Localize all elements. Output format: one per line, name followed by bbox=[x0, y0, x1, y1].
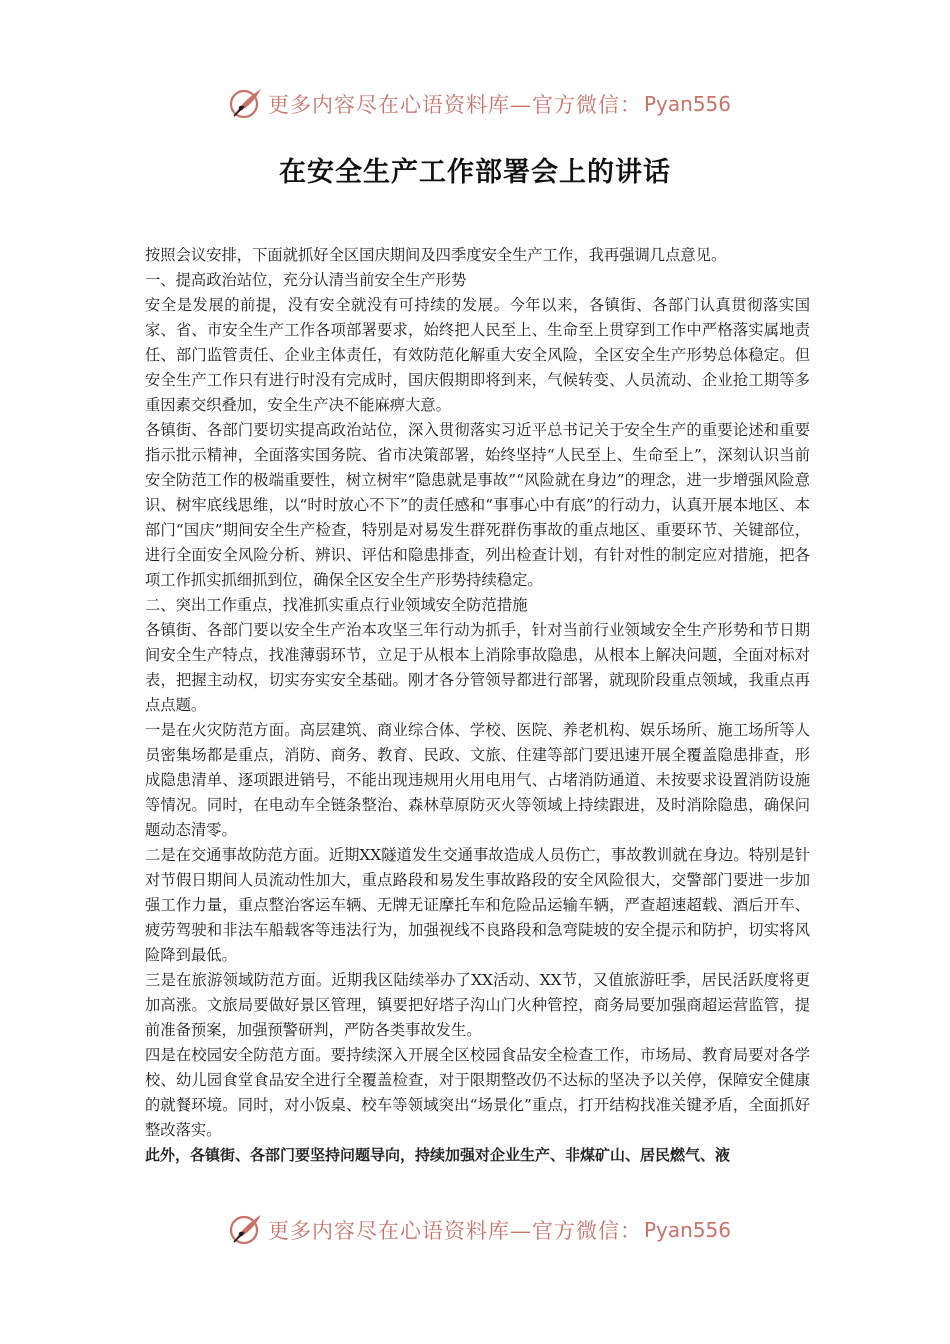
paragraph: 四是在校园安全防范方面。要持续深入开展全区校园食品安全检查工作，市场局、教育局要对各学校、幼儿园食堂食品安全进行全覆盖检查，对于限期整改仍不达标的坚决予以关停，保障安全健康的就餐环境。同时，对小饭桌、校车等领域突出“场景化”重点，打开结构找准关键矛盾，全面抓好整改落实。 bbox=[145, 1046, 810, 1139]
footer-banner bbox=[0, 1210, 950, 1250]
banner-wechat-id: Pyan556 bbox=[644, 92, 732, 116]
header-banner bbox=[0, 84, 950, 124]
paragraph: 三是在旅游领域防范方面。近期我区陆续举办了XX活动、XX节，又值旅游旺季，居民活跃度将更加高涨。文旅局要做好景区管理，镇要把好塔子沟山门火种管控，商务局要加强商超运营监管，提前准备预案，加强预警研判，严防各类事故发生。 bbox=[145, 971, 810, 1039]
document-title: 在安全生产工作部署会上的讲话 bbox=[279, 157, 671, 188]
section-heading: 二、突出工作重点，找准抓实重点行业领域安全防范措施 bbox=[145, 596, 528, 614]
paragraph: 按照会议安排，下面就抓好全区国庆期间及四季度安全生产工作，我再强调几点意见。 bbox=[145, 246, 727, 264]
banner-text: 更多内容尽在心语资料库—官方微信： bbox=[268, 1219, 642, 1243]
paragraph: 一是在火灾防范方面。高层建筑、商业综合体、学校、医院、养老机构、娱乐场所、施工场所等人员密集场都是重点，消防、商务、教育、民政、文旅、住建等部门要迅速开展全覆盖隐患排查，形成隐患清单、逐项跟进销号，不能出现违规用火用电用气、占堵消防通道、未按要求设置消防设施等情况。同时，在电动车全链条整治、森林草原防灭火等领域上持续跟进，及时消除隐患，确保问题动态清零。 bbox=[145, 721, 810, 839]
paragraph: 各镇街、各部门要切实提高政治站位，深入贯彻落实习近平总书记关于安全生产的重要论述和重要指示批示精神，全面落实国务院、省市决策部署，始终坚持“人民至上、生命至上”，深刻认识当前安全防范工作的极端重要性，树立树牢“隐患就是事故”“风险就在身边”的理念，进一步增强风险意识、树牢底线思维，以“时时放心不下”的责任感和“事事心中有底”的行动力，认真开展本地区、本部门“国庆”期间安全生产检查，特别是对易发生群死群伤事故的重点地区、重要环节、关键部位，进行全面安全风险分析、辨识、评估和隐患排查，列出检查计划，有针对性的制定应对措施，把各项工作抓实抓细抓到位，确保全区安全生产形势持续稳定。 bbox=[145, 421, 810, 589]
paragraph-continued: 此外，各镇街、各部门要坚持问题导向，持续加强对企业生产、非煤矿山、居民燃气、液 bbox=[145, 1146, 731, 1164]
document-body bbox=[145, 243, 810, 1168]
quill-logo-icon bbox=[228, 86, 264, 122]
quill-logo-icon bbox=[228, 1212, 264, 1248]
section-heading: 一、提高政治站位，充分认清当前安全生产形势 bbox=[145, 271, 467, 289]
banner-wechat-id: Pyan556 bbox=[644, 1218, 732, 1242]
paragraph: 各镇街、各部门要以安全生产治本攻坚三年行动为抓手，针对当前行业领域安全生产形势和节日期间安全生产特点，找准薄弱环节，立足于从根本上消除事故隐患，从根本上解决问题，全面对标对表，把握主动权，切实夯实安全基础。刚才各分管领导都进行部署，就现阶段重点领域，我重点再点点题。 bbox=[145, 621, 810, 714]
paragraph: 安全是发展的前提，没有安全就没有可持续的发展。今年以来，各镇街、各部门认真贯彻落实国家、省、市安全生产工作各项部署要求，始终把人民至上、生命至上贯穿到工作中严格落实属地责任、部门监管责任、企业主体责任，有效防范化解重大安全风险，全区安全生产形势总体稳定。但安全生产工作只有进行时没有完成时，国庆假期即将到来，气候转变、人员流动、企业抢工期等多重因素交织叠加，安全生产决不能麻痹大意。 bbox=[145, 296, 810, 414]
banner-text: 更多内容尽在心语资料库—官方微信： bbox=[268, 93, 642, 117]
paragraph: 二是在交通事故防范方面。近期XX隧道发生交通事故造成人员伤亡，事故教训就在身边。特别是针对节假日期间人员流动性加大，重点路段和易发生事故路段的安全风险很大，交警部门要进一步加强工作力量，重点整治客运车辆、无牌无证摩托车和危险品运输车辆，严查超速超载、酒后开车、疲劳驾驶和非法车船载客等违法行为，加强视线不良路段和急弯陡坡的安全提示和防护，切实将风险降到最低。 bbox=[145, 846, 810, 964]
